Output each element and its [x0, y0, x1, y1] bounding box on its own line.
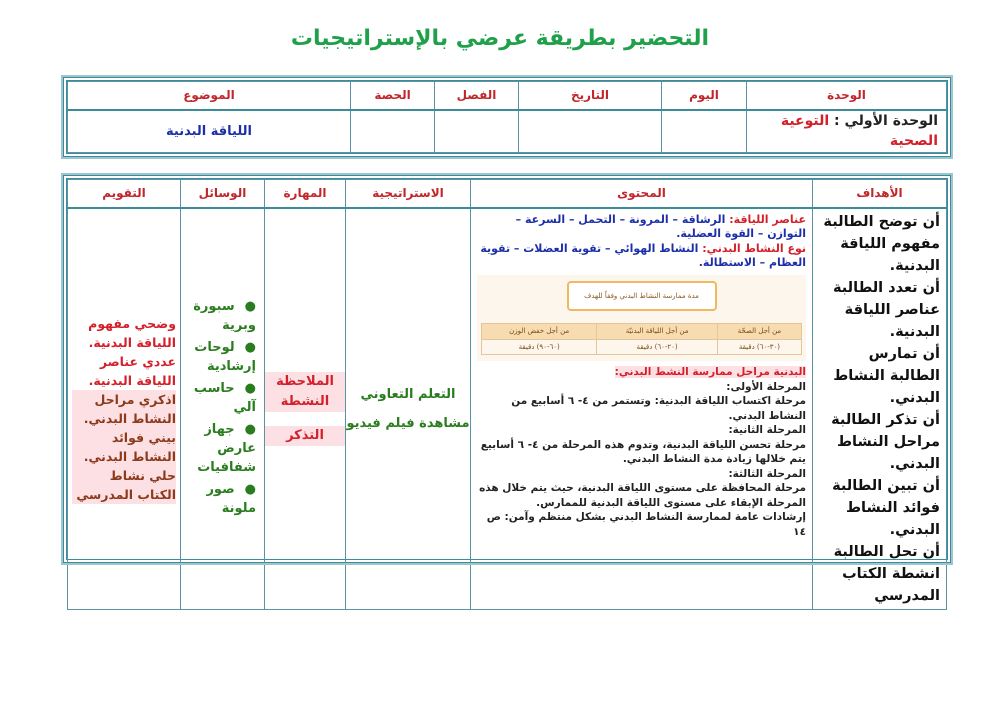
skill: الملاحظة النشطة — [265, 372, 345, 412]
lesson-info-table — [63, 77, 951, 157]
duration-header: من أجل الصحّة — [717, 324, 801, 340]
strategy: التعلم التعاوني — [360, 386, 456, 402]
content-line: المرحلة الأولى: — [726, 380, 806, 393]
topic-cell: اللياقة البدنية — [68, 110, 351, 153]
col-strategy: الاستراتيجية — [346, 180, 471, 208]
elements-text: الرشاقة – المرونة – التحمل – السرعة – التوازن – القوة العضلية. — [515, 212, 806, 240]
period-cell[interactable] — [351, 110, 435, 153]
skill: التذكر — [265, 426, 345, 446]
elements-label: عناصر اللياقة: — [729, 212, 806, 226]
unit-value: التوعية الصحية — [780, 113, 938, 150]
objective: أن تحل الطالبة انشطة الكتاب المدرسي — [833, 543, 940, 604]
skill-cell — [265, 208, 346, 610]
duration-value: (٦٠-٩٠) دقيقة — [482, 339, 597, 355]
class-cell[interactable] — [435, 110, 519, 153]
tool-label: جهاز عارض شفافيات — [197, 421, 256, 475]
duration-header: من أجل اللياقة البدنيّة — [597, 324, 718, 340]
tool-label: لوحات إرشادية — [194, 339, 256, 374]
lesson-plan-table — [63, 175, 951, 604]
content-line: مرحلة المحافظة على مستوى اللياقة البدنية، حيث يتم خلال هذه المرحلة الإبقاء على مستوى اللياقة البدنية للممارس. — [479, 482, 806, 509]
evaluation-cell — [68, 208, 181, 610]
col-content: المحتوى — [471, 180, 813, 208]
duration-image-title: مدة ممارسة النشاط البدني وفقاً للهدف — [567, 281, 717, 312]
evaluation-item: عددي عناصر اللياقة البدنية. — [88, 353, 176, 388]
tool-label: حاسب آلي — [193, 380, 256, 415]
strategy: مشاهدة فيلم فيديو — [346, 415, 470, 431]
unit-cell — [747, 110, 947, 153]
tool-item — [181, 297, 256, 335]
objective: أن تذكر الطالبة مراحل النشاط البدني. — [831, 411, 940, 472]
day-cell[interactable] — [662, 110, 747, 153]
objective: أن توضح الطالبة مفهوم اللياقة البدنية. — [823, 213, 940, 274]
evaluation-item: حلي نشاط الكتاب المدرسي — [72, 466, 176, 504]
stages-heading: البدنية مراحل ممارسة النشط البدني: — [614, 366, 806, 378]
duration-image — [477, 275, 806, 362]
tool-item — [181, 379, 256, 417]
content-line: إرشادات عامة لممارسة النشاط البدني بشكل منتظم وآمن: ص ١٤ — [486, 511, 806, 538]
unit-label: الوحدة الأولي : — [834, 113, 938, 130]
col-period: الحصة — [351, 82, 435, 110]
objective: أن تمارس الطالبة النشاط البدني. — [833, 345, 940, 406]
objectives-cell — [813, 208, 947, 610]
evaluation-item: اذكري مراحل النشاط البدني. — [72, 390, 176, 428]
strategy-cell — [346, 208, 471, 610]
col-unit: الوحدة — [747, 82, 947, 110]
content-line: مرحلة اكتساب اللياقة البدنية: وتستمر من ٤- ٦ أسابيع من النشاط البدني. — [511, 395, 806, 422]
date-cell[interactable] — [519, 110, 662, 153]
page-title: التحضير بطريقة عرضي بالإستراتيجيات — [290, 26, 710, 51]
col-date: التاريخ — [519, 82, 662, 110]
col-tools: الوسائل — [181, 180, 265, 208]
types-text: النشاط الهوائي – تقوية العضلات – تقوية العظام – الاستطالة. — [480, 241, 806, 269]
content-line: المرحلة الثانية: — [728, 424, 806, 436]
content-line: المرحلة الثالثة: — [728, 467, 806, 480]
objective: أن تعدد الطالبة عناصر اللياقة البدنية. — [832, 279, 940, 340]
tool-item — [181, 338, 256, 376]
col-class: الفصل — [435, 82, 519, 110]
tool-item — [181, 480, 256, 518]
types-label: نوع النشاط البدني: — [702, 241, 806, 255]
tool-label: صور ملونة — [206, 481, 256, 516]
content-cell — [471, 208, 813, 610]
tool-item — [181, 420, 256, 477]
duration-value: (٢٠-٦٠) دقيقة — [597, 339, 718, 355]
col-objectives: الأهداف — [813, 180, 947, 208]
bullet-icon: ● — [244, 481, 256, 497]
col-topic: الموضوع — [68, 82, 351, 110]
content-line: مرحلة تحسن اللياقة البدنية، وتدوم هذه المرحلة من ٤- ٦ أسابيع يتم خلالها زيادة مدة النشاط البدني. — [480, 438, 806, 465]
bullet-icon: ● — [244, 380, 256, 396]
tool-label: سبورة وبرية — [193, 298, 256, 333]
bullet-icon: ● — [244, 339, 256, 355]
duration-value: (٣٠-٦٠) دقيقة — [717, 339, 801, 355]
evaluation-item: وضحي مفهوم اللياقة البدنية. — [88, 315, 176, 350]
col-evaluation: التقويم — [68, 180, 181, 208]
tools-cell — [181, 208, 265, 610]
col-skill: المهارة — [265, 180, 346, 208]
bullet-icon: ● — [244, 298, 256, 314]
duration-header: من أجل خفض الوزن — [482, 324, 597, 340]
objective: أن تبين الطالبة فوائد النشاط البدني. — [832, 477, 940, 538]
evaluation-item: بيني فوائد النشاط البدني. — [72, 428, 176, 466]
bullet-icon: ● — [244, 421, 256, 437]
col-day: اليوم — [662, 82, 747, 110]
